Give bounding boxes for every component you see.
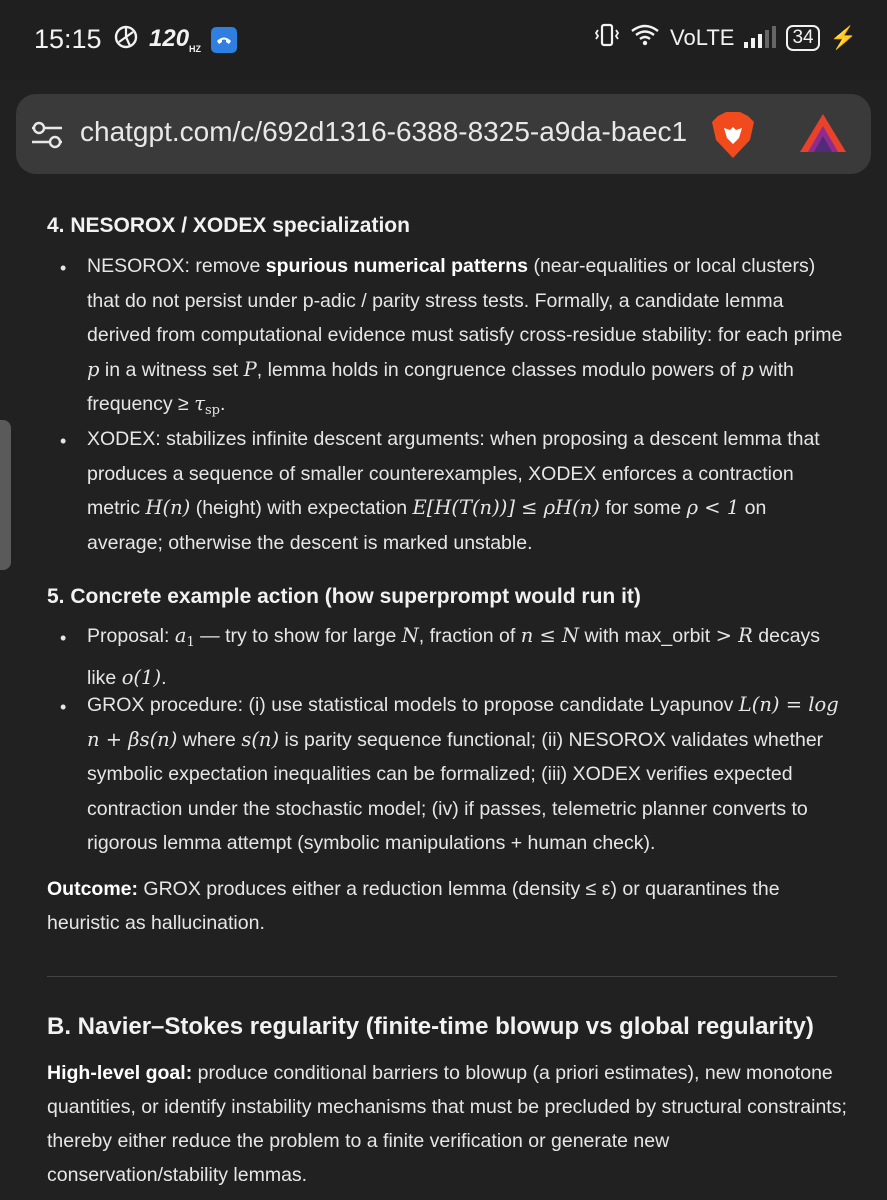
brave-icon[interactable] xyxy=(710,110,756,165)
address-bar[interactable] xyxy=(16,94,871,174)
outcome-paragraph: Outcome: GROX produces either a reduction lemma (density ≤ ε) or quarantines the heuristic as hallucination. xyxy=(47,878,780,934)
list-item: XODEX: stabilizes infinite descent arguments: when proposing a descent lemma that produces a sequence of smaller counterexamples, XODEX enforces a contraction metric H(n) (height) with expectation E[H(T(n))] ≤ ρH(n) for some ρ < 1 on average; otherwise the descent is marked unstable. xyxy=(87,428,820,554)
status-time: 15:15 xyxy=(34,24,102,54)
list-item: NESOROX: remove spurious numerical patterns (near-equalities or local clusters) that do not persist under p-adic / parity stress tests. Formally, a candidate lemma derived from computational evidence must satisfy cross-residue stability: for each prime p in a witness set P, lemma holds in congruence classes modulo powers of p with frequency ≥ $\tau_{sp}$. xyxy=(87,255,843,419)
bat-icon[interactable] xyxy=(798,112,848,159)
tune-icon[interactable] xyxy=(30,120,64,155)
section-b-heading: B. Navier–Stokes regularity (finite-time blowup vs global regularity) xyxy=(47,1013,814,1040)
bullet-dot: • xyxy=(60,628,67,648)
url-text[interactable]: chatgpt.com/c/692d1316-6388-8325-a9da-baec1 xyxy=(80,116,688,147)
bullet-dot: • xyxy=(60,258,67,278)
call-icon xyxy=(211,27,237,53)
chat-content xyxy=(0,196,887,1200)
network-label: VoLTE xyxy=(670,25,735,50)
settings-icon xyxy=(113,24,139,55)
refresh-rate: $120_{HZ}$ xyxy=(149,25,202,54)
signal-icon xyxy=(744,28,776,48)
vibrate-icon xyxy=(594,22,620,54)
bullet-dot: • xyxy=(60,431,67,451)
list-item: Proposal: $a_1$ — try to show for large N, fraction of n ≤ N with max_orbit > R decays like o(1). xyxy=(87,624,821,689)
status-bar xyxy=(0,0,887,80)
wifi-icon xyxy=(630,23,660,53)
section-5-heading: 5. Concrete example action (how superprompt would run it) xyxy=(47,585,641,608)
list-item: GROX procedure: (i) use statistical models to propose candidate Lyapunov L(n) = log n + βs(n) where s(n) is parity sequence functional; (ii) NESOROX validates whether symbolic expectation inequalities can be formalized; (iii) XODEX verifies expected contraction under the stochastic model; (iv) if passes, telemetric planner converts to rigorous lemma attempt (symbolic manipulations + human check). xyxy=(87,693,839,855)
battery-level: 34 xyxy=(792,27,814,48)
bullet-dot: • xyxy=(60,697,67,717)
section-4-heading: 4. NESOROX / XODEX specialization xyxy=(47,214,410,237)
charging-icon: ⚡ xyxy=(829,25,857,50)
battery-icon xyxy=(786,25,819,51)
divider xyxy=(47,976,837,977)
goal-paragraph: High-level goal: produce conditional barriers to blowup (a priori estimates), new monotone quantities, or identify instability mechanisms that must be precluded by structural constraints; thereby either reduce the problem to a finite verification or generate new conservation/stability lemmas. xyxy=(47,1062,847,1186)
